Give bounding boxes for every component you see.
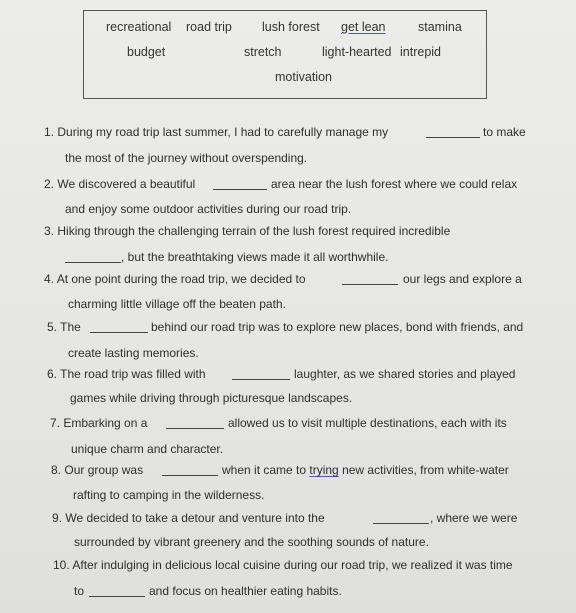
word-bank-item: stamina xyxy=(418,20,462,34)
question-text: games while driving through picturesque landscapes. xyxy=(70,391,353,405)
question-9 xyxy=(52,511,325,525)
word-bank-item: stretch xyxy=(244,45,282,59)
question-text: and enjoy some outdoor activities during our road trip. xyxy=(65,202,352,216)
answer-blank[interactable] xyxy=(373,513,429,524)
answer-blank[interactable] xyxy=(90,322,148,333)
question-text: During my road trip last summer, I had to carefully manage my xyxy=(57,125,389,139)
question-text: Hiking through the challenging terrain of the lush forest required incredible xyxy=(57,224,451,238)
question-text: unique charm and character. xyxy=(71,442,224,456)
question-number: 4. xyxy=(44,272,55,286)
answer-blank[interactable] xyxy=(89,586,145,597)
word-bank-item: lush forest xyxy=(262,20,320,34)
word-bank-item: motivation xyxy=(275,70,332,84)
answer-blank[interactable] xyxy=(162,465,218,476)
question-text: surrounded by vibrant greenery and the soothing sounds of nature. xyxy=(74,535,429,549)
question-text: to xyxy=(74,584,85,598)
question-text: , where we were xyxy=(430,511,518,525)
question-text: laughter, as we shared stories and played xyxy=(294,367,516,381)
question-number: 8. xyxy=(51,463,62,477)
question-text: new activities, from white-water xyxy=(342,463,509,477)
question-text: rafting to camping in the wilderness. xyxy=(73,488,265,502)
answer-blank[interactable] xyxy=(426,127,480,138)
question-number: 5. xyxy=(47,320,58,334)
question-text: After indulging in delicious local cuisine during our road trip, we realized it was time xyxy=(72,558,513,572)
question-number: 9. xyxy=(52,511,63,525)
question-4 xyxy=(44,272,306,286)
question-text: create lasting memories. xyxy=(68,346,199,360)
question-text: and focus on healthier eating habits. xyxy=(149,584,342,598)
question-10 xyxy=(53,558,513,572)
question-text: our legs and explore a xyxy=(403,272,522,286)
answer-blank[interactable] xyxy=(65,252,121,263)
answer-blank[interactable] xyxy=(166,418,224,429)
word-bank-item: recreational xyxy=(106,20,172,34)
question-7 xyxy=(50,416,147,430)
question-text: We discovered a beautiful xyxy=(57,177,196,191)
question-text: The road trip was filled with xyxy=(60,367,206,381)
question-number: 2. xyxy=(44,177,55,191)
question-text: allowed us to visit multiple destinations, each with its xyxy=(228,416,507,430)
answer-blank[interactable] xyxy=(213,179,267,190)
question-number: 6. xyxy=(47,367,58,381)
question-5 xyxy=(47,320,81,334)
question-text: We decided to take a detour and venture into the xyxy=(65,511,325,525)
word-bank-item: get lean xyxy=(341,20,386,34)
answer-blank[interactable] xyxy=(232,369,290,380)
question-text: behind our road trip was to explore new places, bond with friends, and xyxy=(151,320,524,334)
word-bank-item: budget xyxy=(127,45,166,59)
question-number: 1. xyxy=(44,125,55,139)
question-text: At one point during the road trip, we decided to xyxy=(56,272,306,286)
word-bank-item: light-hearted xyxy=(322,45,392,59)
question-number: 3. xyxy=(44,224,55,238)
question-text xyxy=(222,463,509,477)
question-text: , but the breathtaking views made it all worthwhile. xyxy=(121,250,389,264)
question-text: to make xyxy=(483,125,526,139)
question-6 xyxy=(47,367,206,381)
question-1 xyxy=(44,125,388,139)
question-text: when it came to xyxy=(222,463,307,477)
question-number: 7. xyxy=(50,416,61,430)
question-text: The xyxy=(60,320,81,334)
answer-blank[interactable] xyxy=(342,274,398,285)
question-text: Embarking on a xyxy=(63,416,148,430)
word-bank-item: road trip xyxy=(186,20,232,34)
question-text: Our group was xyxy=(64,463,144,477)
question-text: area near the lush forest where we could relax xyxy=(271,177,518,191)
underlined-word: trying xyxy=(309,463,339,477)
question-number: 10. xyxy=(53,558,70,572)
word-bank-item: intrepid xyxy=(400,45,441,59)
question-2 xyxy=(44,177,195,191)
question-text: charming little village off the beaten path. xyxy=(68,297,286,311)
question-8 xyxy=(51,463,143,477)
question-text: the most of the journey without overspending. xyxy=(65,151,308,165)
question-3 xyxy=(44,224,450,238)
